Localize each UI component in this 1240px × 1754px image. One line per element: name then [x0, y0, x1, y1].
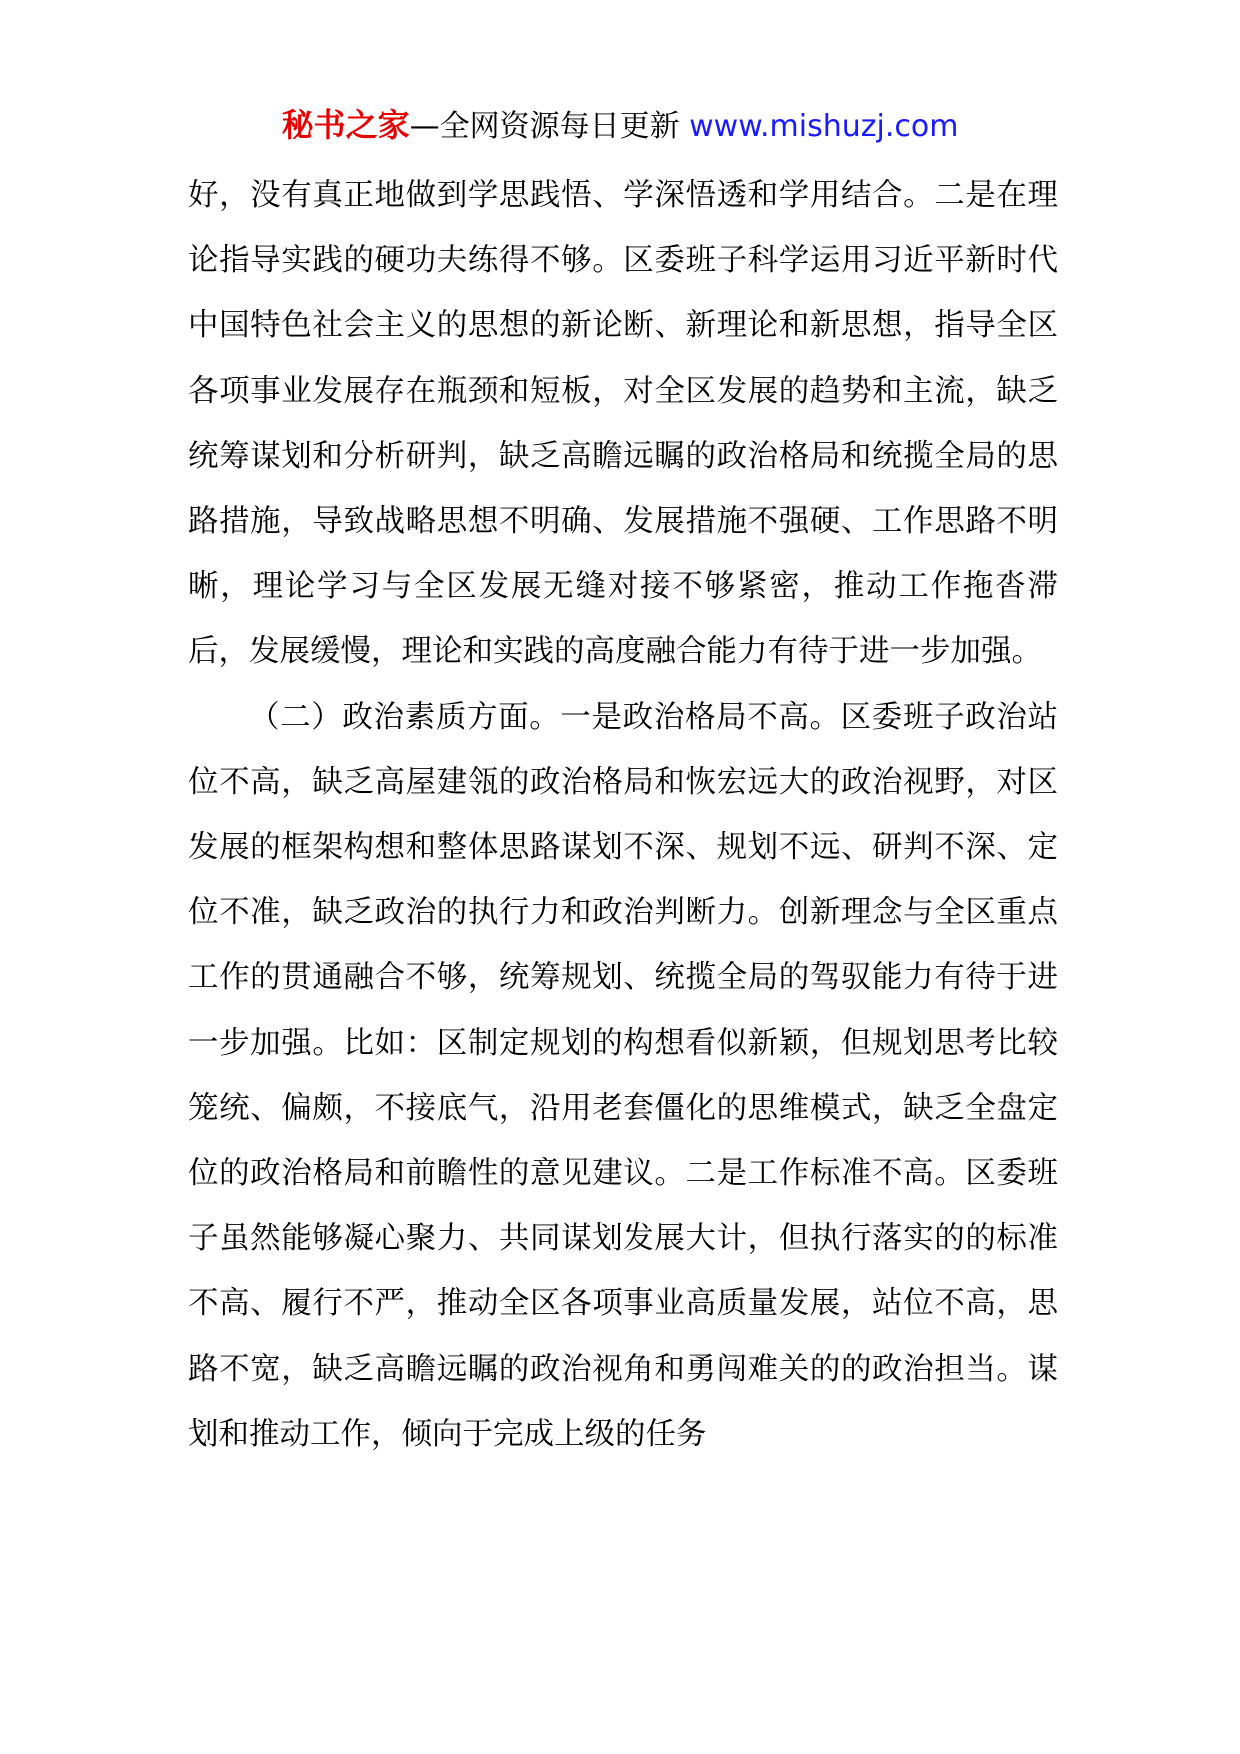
brand-name: 秘书之家 [281, 106, 410, 144]
paragraph-2: （二）政治素质方面。一是政治格局不高。区委班子政治站位不高，缺乏高屋建瓴的政治格局和恢宏远大的政治视野，对区发展的框架构想和整体思路谋划不深、规划不远、研判不深、定位不准，缺乏政治的执行力和政治判断力。创新理念与全区重点工作的贯通融合不够，统筹规划、统揽全局的驾驭能力有待于进一步加强。比如：区制定规划的构想看似新颖，但规划思考比较笼统、偏颇，不接底气，沿用老套僵化的思维模式，缺乏全盘定位的政治格局和前瞻性的意见建议。二是工作标准不高。区委班子虽然能够凝心聚力、共同谋划发展大计，但执行落实的的标准不高、履行不严，推动全区各项事业高质量发展，站位不高，思路不宽，缺乏高瞻远瞩的政治视角和勇闯难关的的政治担当。谋划和推动工作，倾向于完成上级的任务 [188, 699, 1058, 1452]
page-header [0, 100, 1240, 152]
header-tagline: —全网资源每日更新 [409, 109, 690, 144]
site-link[interactable]: www.mishuzj.com [689, 109, 959, 144]
paragraph-1: 好，没有真正地做到学思践悟、学深悟透和学用结合。二是在理论指导实践的硬功夫练得不够。区委班子科学运用习近平新时代中国特色社会主义的思想的新论断、新理论和新思想，指导全区各项事业发展存在瓶颈和短板，对全区发展的趋势和主流，缺乏统筹谋划和分析研判，缺乏高瞻远瞩的政治格局和统揽全局的思路措施，导致战略思想不明确、发展措施不强硬、工作思路不明晰，理论学习与全区发展无缝对接不够紧密，推动工作拖沓滞后，发展缓慢，理论和实践的高度融合能力有待于进一步加强。 [188, 178, 1058, 670]
document-body [188, 163, 1058, 1467]
